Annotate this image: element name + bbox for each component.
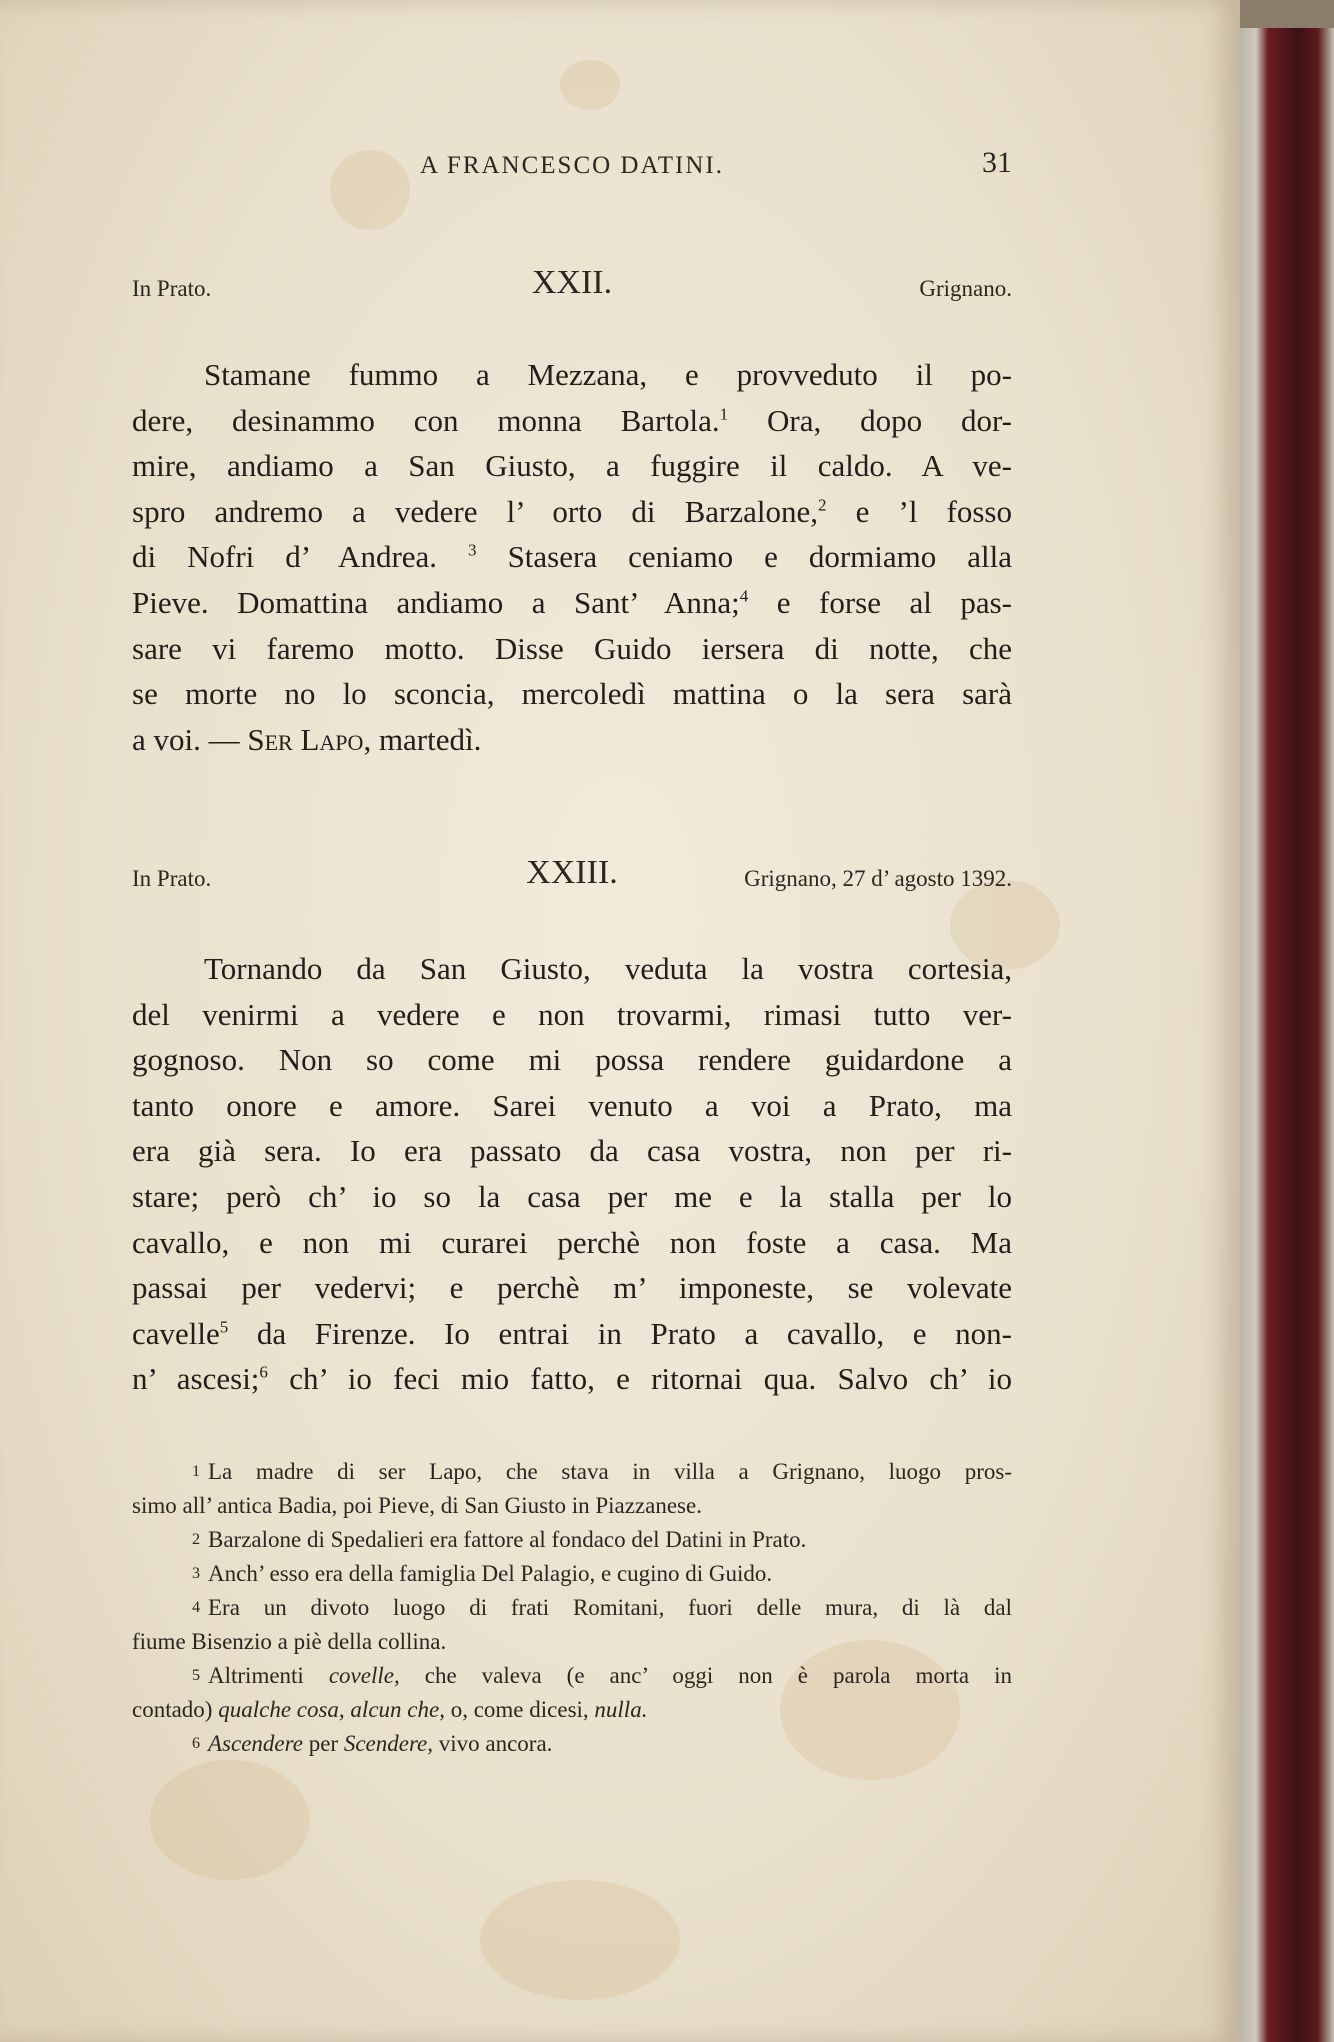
footnote-ref: 5 [219,1317,229,1337]
footnote-3: 3 Anch’ esso era della famiglia Del Palagio, e cugino di Guido. [192,1561,773,1586]
text-line: del venirmi a vedere e non trovarmi, rimasi tutto ver- [132,996,1012,1032]
footnote-6: 6 Ascendere per Scendere, vivo ancora. [192,1731,553,1756]
running-title: A FRANCESCO DATINI. [419,152,724,179]
text-line: cavelle$^5$ da Firenze. Io entrai in Prato a cavallo, e non- [132,1315,1013,1351]
footnote-5-cont: contado) qualche cosa, alcun che, o, come dicesi, nulla. [132,1697,648,1722]
foxing-stain [150,1760,310,1880]
letter-heading-22 [132,258,1012,302]
footnote-ref: 3 [468,541,477,561]
text-line: sare vi faremo motto. Disse Guido iersera di notte, che [132,630,1012,666]
text-line: di Nofri d’ Andrea. $^3$ Stasera ceniamo e dormiamo alla [132,539,1012,575]
text-line: cavallo, e non mi curarei perchè non foste a casa. Ma [132,1224,1012,1260]
footnote-4: 4 Era un divoto luogo di frati Romitani, fuori delle mura, di là dal [192,1595,1012,1620]
text-line: gognoso. Non so come mi possa rendere guidardone a [132,1042,1012,1078]
letter-addressee: In Prato. [132,866,212,891]
footnote-2: 2 Barzalone di Spedalieri era fattore al fondaco del Datini in Prato. [192,1527,807,1552]
footnote-ref: 2 [818,495,827,515]
letter-number: XXII. [531,264,613,301]
text-line: spro andremo a vedere l’ orto di Barzalone,$^2$ e ’l fosso [132,493,1012,529]
running-head [132,146,1012,192]
signature: Ser Lapo [247,721,364,757]
text-line: era già sera. Io era passato da casa vostra, non per ri- [132,1133,1012,1169]
letter-place: Grignano, 27 d’ agosto 1392. [744,866,1012,891]
foxing-stain [480,1880,680,2000]
letter-body-23 [132,946,1012,1402]
footnote-1-cont: simo all’ antica Badia, poi Pieve, di San Giusto in Piazzanese. [132,1493,702,1518]
footnote-ref: 1 [719,404,729,424]
text-line: stare; però ch’ io so la casa per me e la stalla per lo [132,1178,1012,1214]
text-line: n’ ascesi;$^6$ ch’ io feci mio fatto, e ritornai qua. Salvo ch’ io [132,1361,1012,1397]
footnote-5: 5 Altrimenti covelle, che valeva (e anc’ oggi non è parola morta in [192,1663,1013,1688]
letter-number: XXIII. [526,854,618,891]
footnote-1: 1 La madre di ser Lapo, che stava in villa a Grignano, luogo pros- [192,1459,1012,1484]
text-line: passai per vedervi; e perchè m’ imponeste, se volevate [132,1270,1012,1306]
text-line: Tornando da San Giusto, veduta la vostra cortesia, [204,951,1012,986]
letter-addressee: In Prato. [132,276,212,301]
text-line: a voi. — Ser Lapo, martedì. [132,721,482,757]
text-line: Pieve. Domattina andiamo a Sant’ Anna;$^4$ e forse al pas- [132,584,1013,620]
page-number: 31 [982,146,1012,179]
book-binding [1238,28,1334,2042]
footnote-ref: 6 [259,1363,268,1383]
foxing-stain [560,60,620,110]
text-line: mire, andiamo a San Giusto, a fuggire il caldo. A ve- [132,448,1012,484]
letter-heading-23 [132,848,1012,892]
text-line: Stamane fummo a Mezzana, e provveduto il po- [204,357,1012,392]
letter-body-22 [132,352,1012,762]
text-line: dere, desinammo con monna Bartola.$^1$ Ora, dopo dor- [132,402,1013,438]
text-line: se morte no lo sconcia, mercoledì mattina o la sera sarà [132,676,1012,712]
footnotes [132,1455,1012,1761]
text-line: tanto onore e amore. Sarei venuto a voi a Prato, ma [132,1087,1012,1123]
footnote-ref: 4 [739,586,749,606]
footnote-4-cont: fiume Bisenzio a piè della collina. [132,1629,447,1654]
letter-place: Grignano. [919,276,1012,301]
